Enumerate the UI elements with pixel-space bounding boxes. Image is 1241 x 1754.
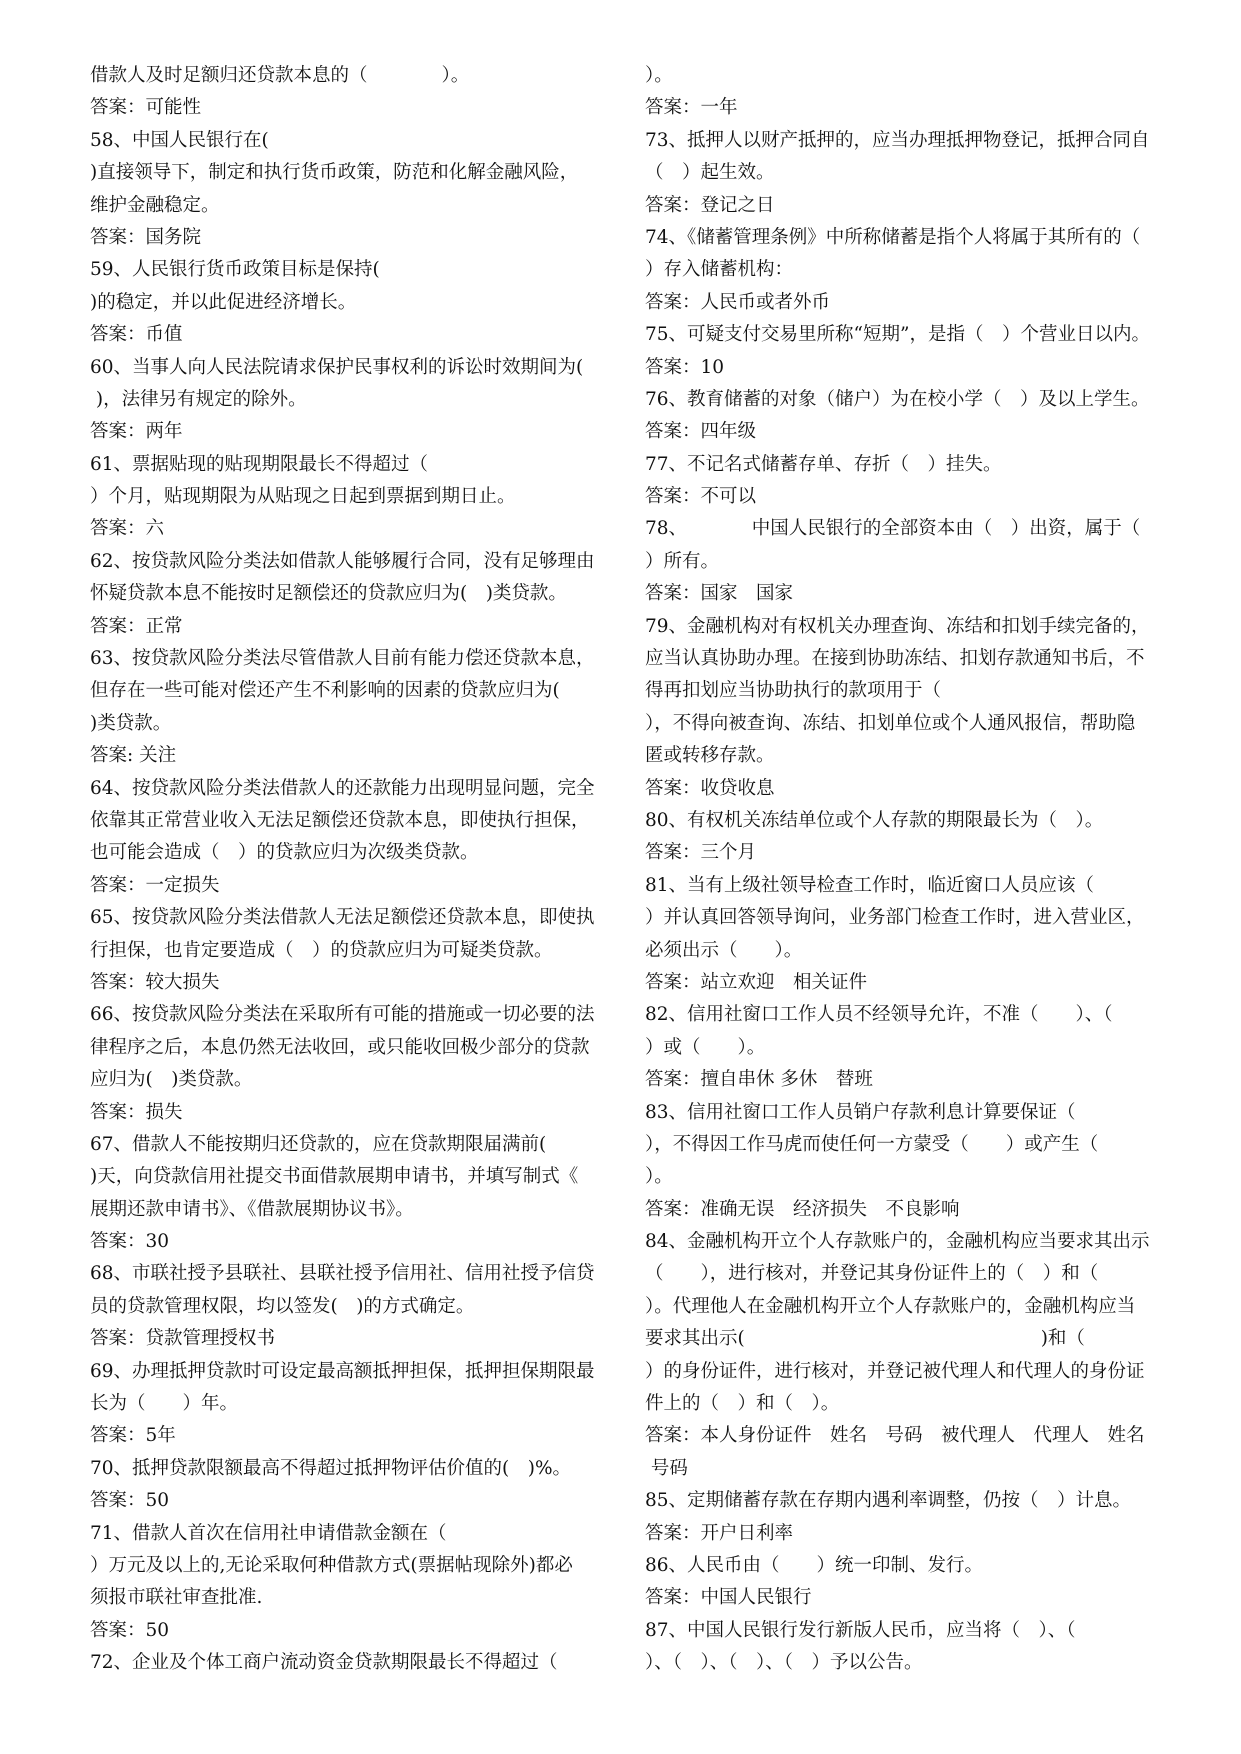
text-line: 依靠其正常营业收入无法足额偿还贷款本息，即使执行担保， (90, 809, 590, 831)
text-line: 答案：四年级 (645, 421, 757, 443)
text-line: 件上的（ ）和（ ）。 (645, 1393, 840, 1415)
text-line: ）的身份证件，进行核对，并登记被代理人和代理人的身份证 (645, 1360, 1145, 1382)
text-line: 答案：国务院 (90, 226, 202, 248)
text-line: 71、借款人首次在信用社申请借款金额在（ (90, 1522, 447, 1544)
text-line: ）存入储蓄机构： (645, 259, 794, 281)
text-line: 展期还款申请书》、《借款展期协议书》。 (90, 1198, 414, 1220)
text-line: 答案：开户日利率 (645, 1522, 794, 1544)
text-line: 答案：本人身份证件 姓名 号码 被代理人 代理人 姓名 (645, 1425, 1145, 1447)
text-line: 答案：中国人民银行 (645, 1587, 812, 1609)
text-line: 69、办理抵押贷款时可设定最高额抵押担保，抵押担保期限最 (90, 1360, 595, 1382)
text-line: 62、按贷款风险分类法如借款人能够履行合同，没有足够理由 (90, 550, 595, 572)
text-line: )类贷款。 (90, 712, 172, 734)
text-line: )天，向贷款信用社提交书面借款展期申请书，并填写制式《 (90, 1166, 579, 1188)
text-line: 员的贷款管理权限，均以签发( )的方式确定。 (90, 1295, 475, 1317)
text-line: 也可能会造成（ ）的贷款应归为次级类贷款。 (90, 842, 479, 864)
text-line: 得再扣划应当协助执行的款项用于（ (645, 680, 942, 702)
text-line: ）万元及以上的,无论采取何种借款方式(票据帖现除外)都必 (90, 1554, 573, 1576)
text-line: 号码 (645, 1457, 688, 1479)
text-line: 长为（ ）年。 (90, 1393, 239, 1415)
text-line: 答案：不可以 (645, 486, 757, 508)
text-line: 行担保，也肯定要造成（ ）的贷款应归为可疑类贷款。 (90, 939, 553, 961)
text-line: ）。 (645, 1166, 673, 1188)
text-line: 答案：一定损失 (90, 874, 220, 896)
text-line: 答案：10 (645, 356, 725, 378)
text-line: 81、当有上级社领导检查工作时，临近窗口人员应该（ (645, 874, 1095, 896)
text-line: ）并认真回答领导询问，业务部门检查工作时，进入营业区， (645, 907, 1145, 929)
text-line: 借款人及时足额归还贷款本息的（ ）。 (90, 65, 470, 86)
text-line: 答案：50 (90, 1490, 170, 1512)
text-line: 66、按贷款风险分类法在采取所有可能的措施或一切必要的法 (90, 1004, 595, 1026)
text-line: 答案：币值 (90, 324, 183, 346)
text-line: 维护金融稳定。 (90, 194, 220, 216)
text-line: 怀疑贷款本息不能按时足额偿还的贷款应归为( )类贷款。 (90, 583, 567, 605)
text-line: ），不得向被查询、冻结、扣划单位或个人通风报信，帮助隐 (645, 712, 1136, 734)
text-line: 律程序之后，本息仍然无法收回，或只能收回极少部分的贷款 (90, 1036, 590, 1058)
text-line: )，法律另有规定的除外。 (90, 388, 307, 410)
text-line: 77、不记名式储蓄存单、存折（ ）挂失。 (645, 453, 1002, 475)
text-line: 86、人民币由（ ）统一印制、发行。 (645, 1554, 984, 1576)
left-column (90, 60, 600, 1680)
text-line: 72、企业及个体工商户流动资金贷款期限最长不得超过（ (90, 1652, 558, 1674)
text-line: ）。代理他人在金融机构开立个人存款账户的，金融机构应当 (645, 1295, 1136, 1317)
text-line: ）个月，贴现期限为从贴现之日起到票据到期日止。 (90, 486, 516, 508)
text-line: ）所有。 (645, 550, 720, 572)
text-line: 答案：5年 (90, 1425, 176, 1447)
text-line: 匿或转移存款。 (645, 745, 775, 767)
text-line: 79、金融机构对有权机关办理查询、冻结和扣划手续完备的， (645, 615, 1150, 637)
text-line: 但存在一些可能对偿还产生不利影响的因素的贷款应归为( (90, 680, 560, 702)
text-line: 须报市联社审查批准. (90, 1587, 263, 1609)
text-line: 答案：收贷收息 (645, 777, 775, 799)
text-line: 答案：人民币或者外币 (645, 291, 831, 313)
text-line: 80、有权机关冻结单位或个人存款的期限最长为（ ）。 (645, 809, 1104, 831)
text-line: 84、金融机构开立个人存款账户的，金融机构应当要求其出示 (645, 1231, 1150, 1253)
text-line: 63、按贷款风险分类法尽管借款人目前有能力偿还贷款本息， (90, 648, 595, 670)
text-line: 答案：贷款管理授权书 (90, 1328, 276, 1350)
text-line: 58、中国人民银行在( (90, 129, 269, 151)
text-line: 74、《储蓄管理条例》中所称储蓄是指个人将属于其所有的（ (645, 226, 1141, 248)
text-line: ）。 (645, 65, 673, 86)
text-line: 65、按贷款风险分类法借款人无法足额偿还贷款本息，即使执 (90, 907, 595, 929)
text-line: 答案：损失 (90, 1101, 183, 1123)
text-line: 答案：三个月 (645, 842, 757, 864)
text-line: 答案: 关注 (90, 745, 177, 767)
text-line: 60、当事人向人民法院请求保护民事权利的诉讼时效期间为( (90, 356, 584, 378)
text-line: ）、（ ）、（ ）、（ ）予以公告。 (645, 1652, 923, 1674)
text-line: 61、票据贴现的贴现期限最长不得超过（ (90, 453, 429, 475)
text-line: 答案：登记之日 (645, 194, 775, 216)
text-line: 答案：准确无误 经济损失 不良影响 (645, 1198, 960, 1220)
text-line: 85、定期储蓄存款在存期内遇利率调整，仍按（ ）计息。 (645, 1490, 1132, 1512)
text-line: 87、中国人民银行发行新版人民币，应当将（ ）、（ (645, 1619, 1076, 1641)
text-line: 答案：正常 (90, 615, 183, 637)
text-line: 76、教育储蓄的对象（储户）为在校小学（ ）及以上学生。 (645, 388, 1150, 410)
text-line: 78、 中国人民银行的全部资本由（ ）出资，属于（ (645, 518, 1141, 540)
text-line: （ ）起生效。 (645, 162, 775, 184)
text-line: 82、信用社窗口工作人员不经领导允许，不准（ ）、（ (645, 1004, 1113, 1026)
text-line: )的稳定，并以此促进经济增长。 (90, 291, 357, 313)
text-line: 答案：可能性 (90, 97, 202, 119)
text-line: 答案：50 (90, 1619, 170, 1641)
text-line: 答案：两年 (90, 421, 183, 443)
text-line: 59、人民银行货币政策目标是保持( (90, 259, 380, 281)
text-line: )直接领导下，制定和执行货币政策，防范和化解金融风险， (90, 162, 579, 184)
text-line: 70、抵押贷款限额最高不得超过抵押物评估价值的( )%。 (90, 1457, 572, 1479)
right-column (645, 60, 1155, 1680)
text-line: 64、按贷款风险分类法借款人的还款能力出现明显问题，完全 (90, 777, 595, 799)
text-line: 应归为( )类贷款。 (90, 1069, 253, 1091)
text-line: 83、信用社窗口工作人员销户存款利息计算要保证（ (645, 1101, 1076, 1123)
text-line: 75、可疑支付交易里所称“短期”，是指（ ）个营业日以内。 (645, 324, 1150, 346)
text-line: 要求其出示( )和（ (645, 1328, 1085, 1350)
text-line: 答案：一年 (645, 97, 738, 119)
text-line: 答案：国家 国家 (645, 583, 794, 605)
text-line: ）或（ ）。 (645, 1036, 766, 1058)
text-line: 答案：站立欢迎 相关证件 (645, 971, 868, 993)
text-line: 答案：擅自串休 多休 替班 (645, 1069, 873, 1091)
text-line: 答案：六 (90, 518, 165, 540)
text-line: （ ），进行核对，并登记其身份证件上的（ ）和（ (645, 1263, 1099, 1285)
text-line: 答案：较大损失 (90, 971, 220, 993)
text-line: 应当认真协助办理。在接到协助冻结、扣划存款通知书后，不 (645, 648, 1145, 670)
text-line: 答案：30 (90, 1231, 170, 1253)
text-line: 必须出示（ ）。 (645, 939, 803, 961)
text-line: ），不得因工作马虎而使任何一方蒙受（ ）或产生（ (645, 1133, 1099, 1155)
text-line: 73、抵押人以财产抵押的，应当办理抵押物登记，抵押合同自 (645, 129, 1150, 151)
text-line: 68、市联社授予县联社、县联社授予信用社、信用社授予信贷 (90, 1263, 595, 1285)
text-line: 67、借款人不能按期归还贷款的，应在贷款期限届满前( (90, 1133, 547, 1155)
